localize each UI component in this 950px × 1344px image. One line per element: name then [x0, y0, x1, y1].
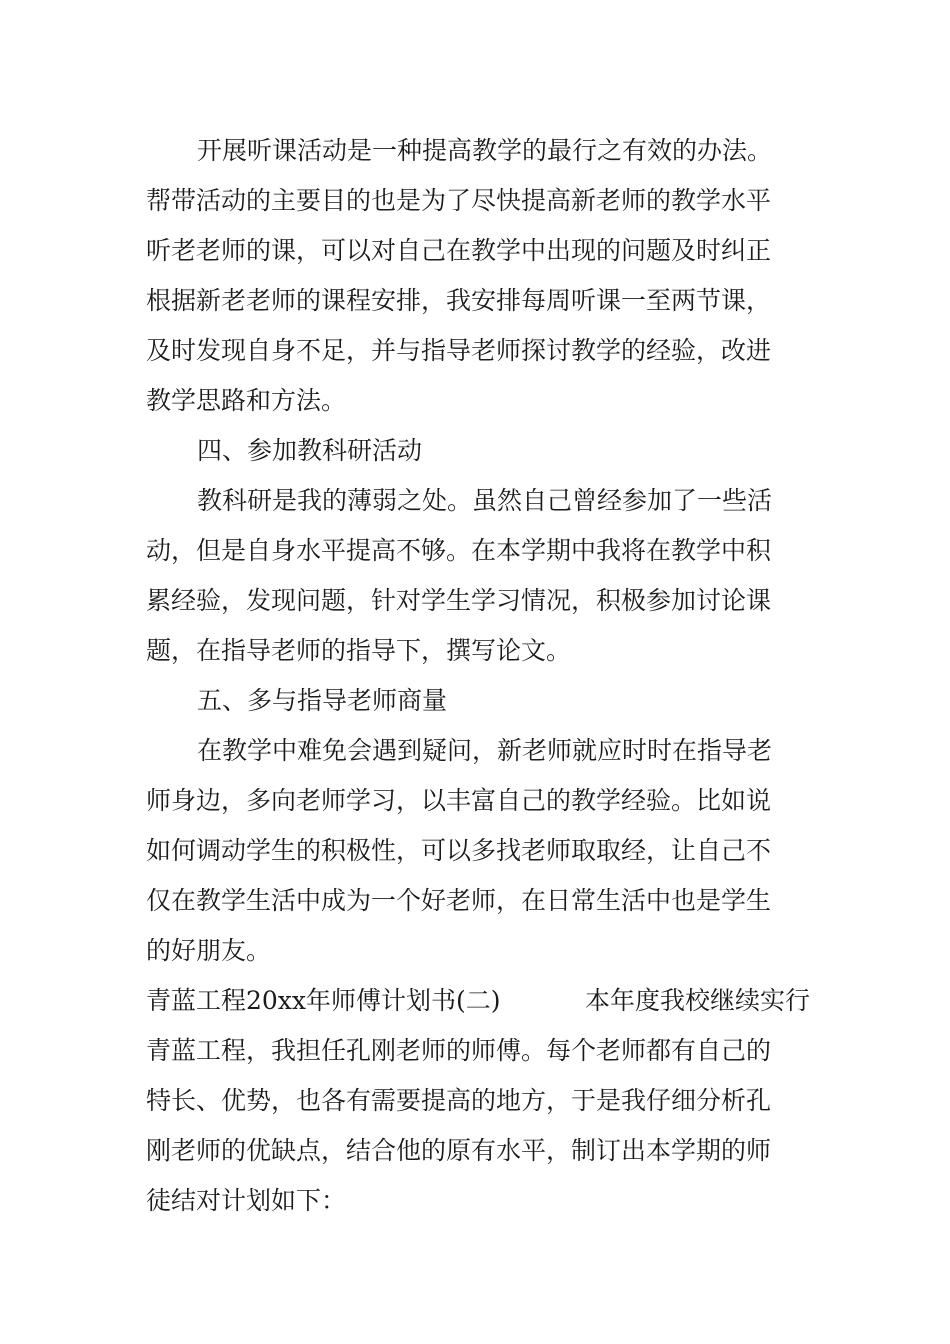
- paragraph-line: 师身边，多向老师学习，以丰富自己的教学经验。比如说: [146, 786, 772, 815]
- paragraph-line: 仅在教学生活中成为一个好老师，在日常生活中也是学生: [146, 886, 772, 915]
- paragraph-line: 题，在指导老师的指导下，撰写论文。: [146, 636, 572, 665]
- section-heading: 四、参加教科研活动: [197, 436, 423, 465]
- paragraph-line: 帮带活动的主要目的也是为了尽快提高新老师的教学水平: [146, 186, 772, 215]
- paragraph-line: 根据新老老师的课程安排，我安排每周听课一至两节课，: [146, 286, 772, 315]
- paragraph-line: 青蓝工程，我担任孔刚老师的师傅。每个老师都有自己的: [146, 1036, 772, 1065]
- paragraph-line: 累经验，发现问题，针对学生学习情况，积极参加讨论课: [146, 586, 772, 615]
- document-title: 青蓝工程20xx年师傅计划书(二): [146, 986, 501, 1015]
- paragraph-line: 如何调动学生的积极性，可以多找老师取取经，让自己不: [146, 836, 772, 865]
- paragraph-line: 特长、优势，也各有需要提高的地方，于是我仔细分析孔: [146, 1086, 772, 1115]
- document-page: [146, 126, 810, 1226]
- paragraph-line: 教科研是我的薄弱之处。虽然自己曾经参加了一些活: [197, 486, 773, 515]
- title-line: [146, 976, 810, 1026]
- paragraph-line: 动，但是自身水平提高不够。在本学期中我将在教学中积: [146, 536, 772, 565]
- paragraph-line: 在教学中难免会遇到疑问，新老师就应时时在指导老: [197, 736, 773, 765]
- paragraph-line: 教学思路和方法。: [146, 386, 347, 415]
- section-heading: 五、多与指导老师商量: [197, 686, 448, 715]
- paragraph-line: 的好朋友。: [146, 936, 272, 965]
- paragraph-line: 徒结对计划如下：: [146, 1186, 347, 1215]
- paragraph-line: 及时发现自身不足，并与指导老师探讨教学的经验，改进: [146, 336, 772, 365]
- paragraph-line: 听老老师的课，可以对自己在教学中出现的问题及时纠正: [146, 236, 772, 265]
- paragraph-start: 本年度我校继续实行: [584, 986, 810, 1015]
- paragraph-line: 开展听课活动是一种提高教学的最行之有效的办法。: [197, 136, 773, 165]
- paragraph-line: 刚老师的优缺点，结合他的原有水平，制订出本学期的师: [146, 1136, 772, 1165]
